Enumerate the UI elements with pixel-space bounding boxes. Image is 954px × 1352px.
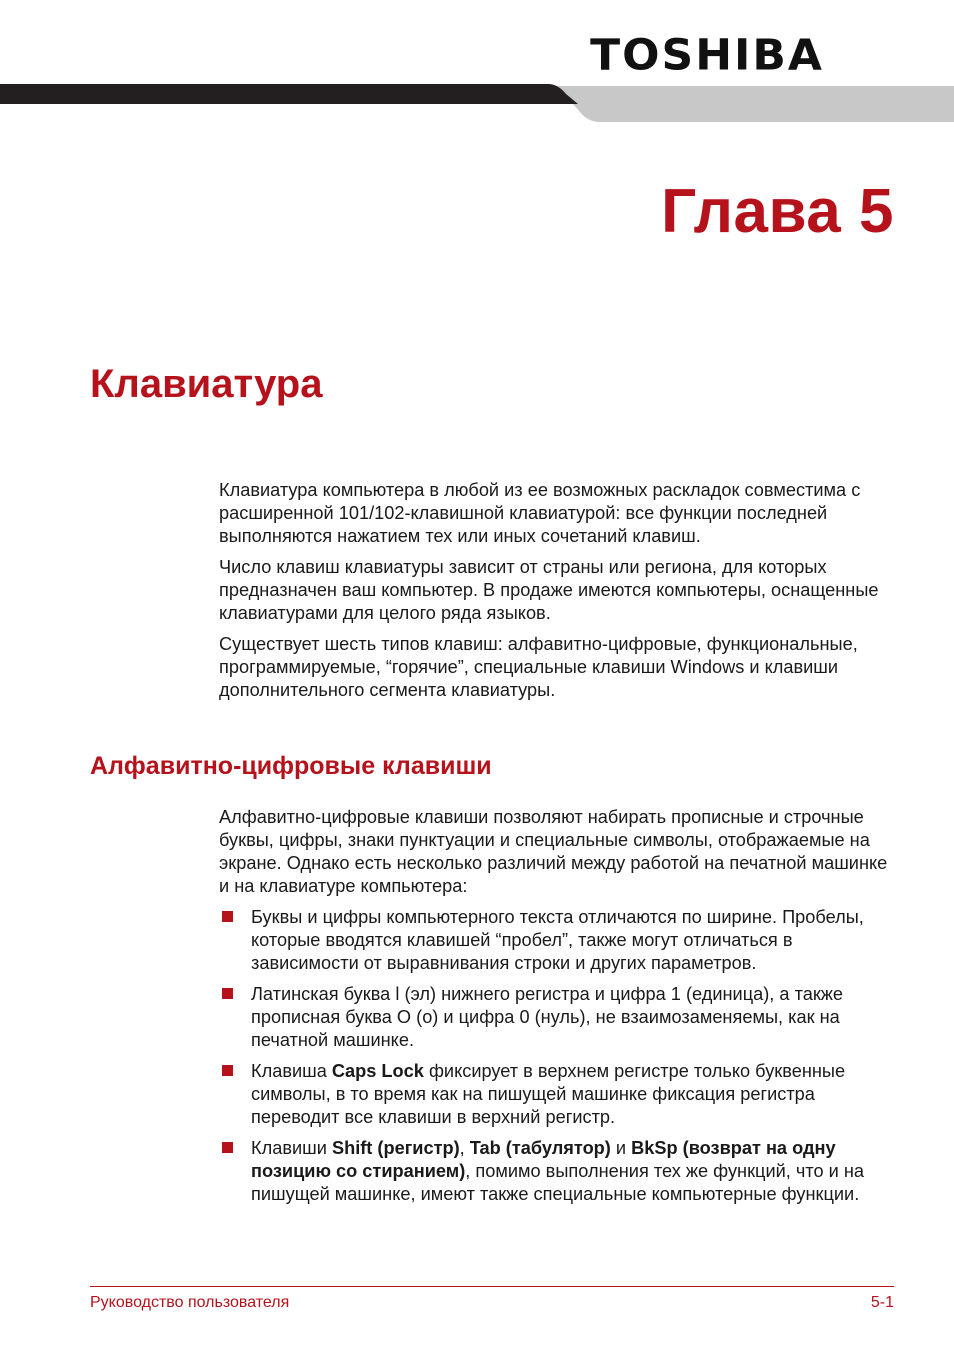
intro-paragraph-1: Клавиатура компьютера в любой из ее возможных раскладок совместима с расширенной 101/102-клавишной клавиатурой: все функции последней выполняются нажатием тех или иных сочетаний клавиш. (219, 480, 861, 546)
alphanumeric-section (219, 806, 899, 1214)
bullet-text-1: Буквы и цифры компьютерного текста отличаются по ширине. Пробелы, которые вводятся клавишей “пробел”, также могут отличаться в зависимости от выравнивания строки и других параметров. (251, 907, 864, 973)
subsection-title: Алфавитно-цифровые клавиши (90, 752, 492, 780)
bullet-4-post: , помимо выполнения тех же функций, что и на пишущей машинке, имеют также специальные компьютерные функции. (251, 1161, 865, 1204)
bullet-text-2: Латинская буква l (эл) нижнего регистра и цифра 1 (единица), а также прописная буква O (о) и цифра 0 (нуль), не взаимозаменяемы, как на печатной машинке. (251, 984, 844, 1050)
bullet-item (219, 1060, 899, 1129)
bullet-list (219, 906, 899, 1206)
intro-text (219, 479, 899, 710)
bullet-item (219, 983, 899, 1052)
bullet-square-icon (222, 988, 233, 999)
bullet-item (219, 906, 899, 975)
bullet-square-icon (222, 1065, 233, 1076)
footer-page-number: 5-1 (870, 1294, 894, 1311)
bullet-square-icon (222, 911, 233, 922)
subsection-paragraph: Алфавитно-цифровые клавиши позволяют набирать прописные и строчные буквы, цифры, знаки пунктуации и специальные символы, отображаемые на экране. Однако есть несколько различий между работой на печатной машинке и на клавиатуре компьютера: (219, 807, 888, 896)
footer-rule (90, 1286, 894, 1287)
bullet-item (219, 1137, 899, 1206)
footer-manual-title: Руководство пользователя (90, 1294, 290, 1311)
bullet-4-sep1: , (459, 1138, 470, 1158)
intro-paragraph-3: Существует шесть типов клавиш: алфавитно-цифровые, функциональные, программируемые, “горячие”, специальные клавиши Windows и клавиши дополнительного сегмента клавиатуры. (219, 634, 858, 700)
header-band-dark (0, 84, 578, 104)
bullet-3-post: фиксирует в верхнем регистре только буквенные символы, в то время как на пишущей машинке фиксация регистра переводит все клавиши в верхний регистр. (251, 1061, 846, 1127)
tab-key: Tab (табулятор) (469, 1138, 611, 1158)
bullet-square-icon (222, 1142, 233, 1153)
shift-key: Shift (регистр) (331, 1138, 460, 1158)
intro-paragraph-2: Число клавиш клавиатуры зависит от страны или региона, для которых предназначен ваш компьютер. В продаже имеются компьютеры, оснащенные клавиатурами для целого ряда языков. (219, 557, 879, 623)
bullet-4-sep2: и (610, 1138, 632, 1158)
bullet-4-pre: Клавиши (251, 1138, 332, 1158)
section-title: Клавиатура (90, 362, 323, 406)
bullet-3-pre: Клавиша (251, 1061, 332, 1081)
header-band-light (548, 86, 954, 122)
chapter-title: Глава 5 (661, 177, 894, 246)
toshiba-logo: TOSHIBA (590, 30, 824, 81)
bksp-key: BkSp (возврат на одну позицию со стиранием) (251, 1138, 836, 1181)
header-band (0, 84, 954, 124)
caps-lock-key: Caps Lock (331, 1061, 424, 1081)
